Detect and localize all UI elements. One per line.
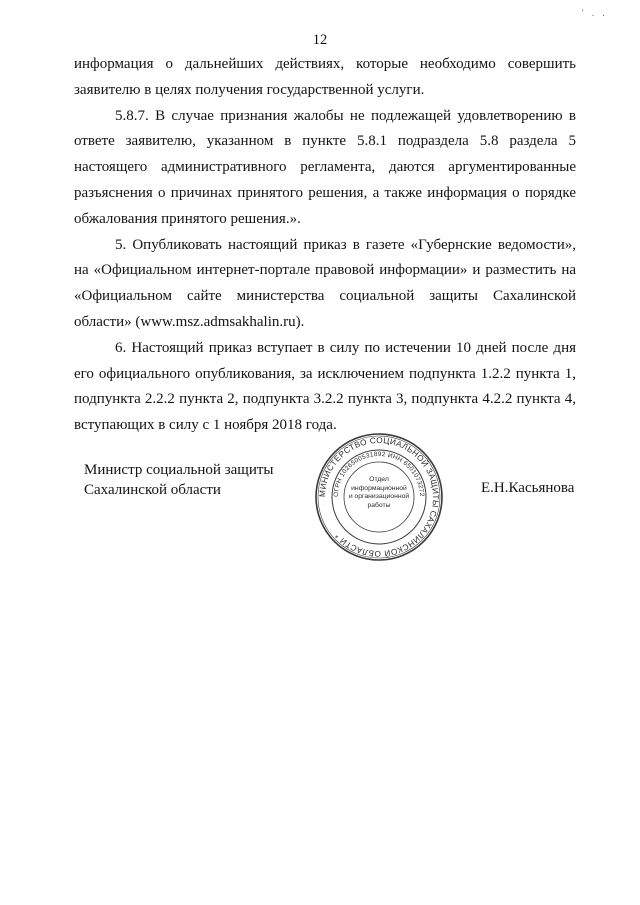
stamp-center-text [342,476,416,510]
signatory-name: Е.Н.Касьянова [481,480,575,496]
stamp-center-line-2: информационной [351,484,407,492]
stamp-outer-ring-text: МИНИСТЕРСТВО СОЦИАЛЬНОЙ ЗАЩИТЫ САХАЛИНСКОЙ ОБЛАСТИ * [317,435,441,559]
paragraph-item-5: 5. Опубликовать настоящий приказ в газете «Губернские ведомости», на «Официальном интернет-портале правовой информации» и разместить на «Официальном сайте министерства социальной защиты Сахалинской области» (www.msz.admsakhalin.ru). [74,236,576,330]
official-stamp [314,432,444,562]
stamp-center-line-1: Отдел [369,476,389,483]
document-body [74,52,576,439]
stamp-inner-ring-text: ОГРН 1026500531892 ИНН 6501073272 [332,450,426,498]
paragraph-item-6: 6. Настоящий приказ вступает в силу по истечении 10 дней после дня его официального опубликования, за исключением подпункта 1.2.2 пункта 1, подпункта 2.2.2 пункта 2, подпункта 3.2.2 пункта 3, подпункта 4.2.2 пункта 4, вступающих в силу с 1 ноября 2018 года. [74,339,576,434]
signatory-title-line-1: Министр социальной защиты [84,462,274,478]
paragraph-5-8-7: 5.8.7. В случае признания жалобы не подлежащей удовлетворению в ответе заявителю, указанном в пункте 5.8.1 подраздела 5.8 раздела 5 настоящего административного регламента, даются аргументированные разъяснения о причинах принятого решения, а также информация о порядке обжалования принятого решения.». [74,107,576,227]
signatory-title [84,460,274,500]
stamp-center-line-4: работы [367,501,391,509]
signatory-title-line-2: Сахалинской области [84,482,221,498]
page-number: 12 [312,32,328,48]
scan-corner-marks: ' . . [582,8,608,18]
paragraph-continuation: информация о дальнейших действиях, которые необходимо совершить заявителю в целях получения государственной услуги. [74,56,576,98]
stamp-center-line-3: и организационной [348,493,410,501]
